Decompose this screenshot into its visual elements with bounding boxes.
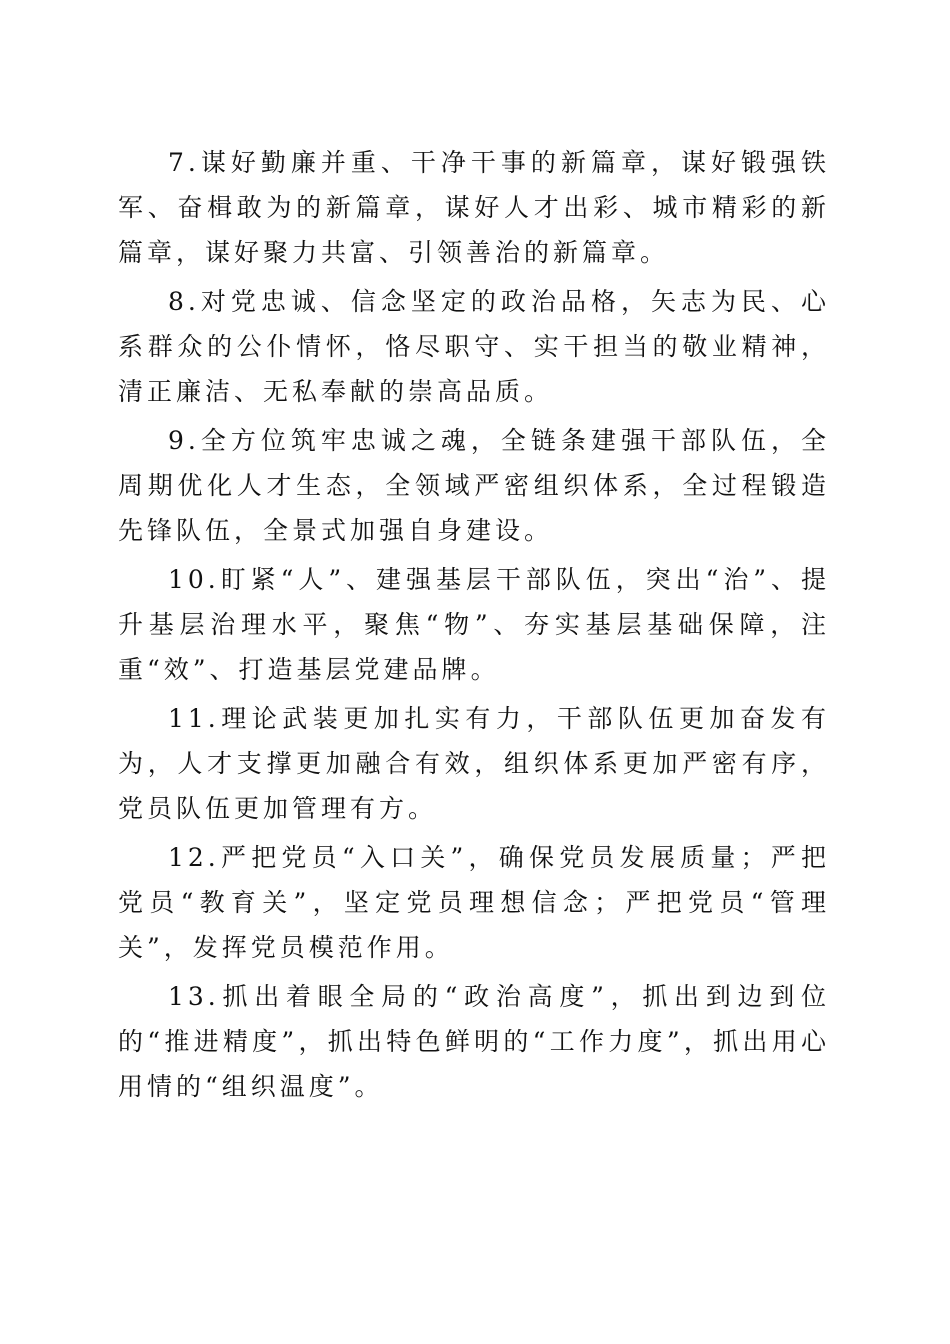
paragraph-10: 10.盯紧“人”、建强基层干部队伍，突出“治”、提升基层治理水平，聚焦“物”、夯实基层基础保障，注重“效”、打造基层党建品牌。 (118, 565, 830, 684)
paragraph-13: 13.抓出着眼全局的“政治高度”，抓出到边到位的“推进精度”，抓出特色鲜明的“工作力度”，抓出用心用情的“组织温度”。 (118, 982, 830, 1101)
paragraph-8: 8.对党忠诚、信念坚定的政治品格，矢志为民、心系群众的公仆情怀，恪尽职守、实干担当的敬业精神，清正廉洁、无私奉献的崇高品质。 (118, 287, 830, 406)
paragraph-9: 9.全方位筑牢忠诚之魂，全链条建强干部队伍，全周期优化人才生态，全领域严密组织体系，全过程锻造先锋队伍，全景式加强自身建设。 (118, 426, 830, 545)
paragraph-11: 11.理论武装更加扎实有力，干部队伍更加奋发有为，人才支撑更加融合有效，组织体系更加严密有序，党员队伍更加管理有方。 (118, 704, 830, 823)
paragraph-7: 7.谋好勤廉并重、干净干事的新篇章，谋好锻强铁军、奋楫敢为的新篇章，谋好人才出彩、城市精彩的新篇章，谋好聚力共富、引领善治的新篇章。 (118, 148, 830, 267)
document-body (118, 140, 830, 1113)
paragraph-12: 12.严把党员“入口关”，确保党员发展质量；严把党员“教育关”，坚定党员理想信念；严把党员“管理关”，发挥党员模范作用。 (118, 843, 830, 962)
